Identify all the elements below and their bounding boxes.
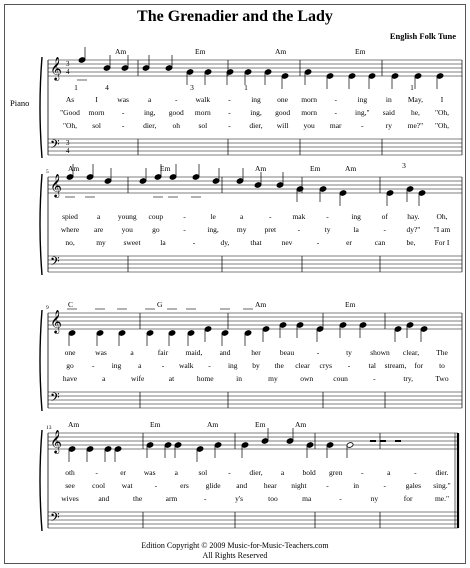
lyric-word: I	[95, 95, 98, 104]
lyric-word: morn	[88, 108, 105, 117]
lyric-word: dy?"	[406, 225, 421, 234]
bass-clef-icon: 𝄢	[50, 139, 60, 155]
lyric-word: Oh,	[436, 212, 448, 221]
lyric-word: the	[274, 361, 284, 370]
lyric-word: walk	[195, 95, 211, 104]
lyric-word: ing,	[207, 225, 219, 234]
lyric-word: May,	[407, 95, 423, 104]
lyric-word: gales	[405, 481, 422, 490]
lyric-word: tal	[368, 361, 376, 370]
lyric-word: home	[196, 374, 214, 383]
lyric-word: sweet	[123, 238, 141, 247]
treble-clef-icon: 𝄞	[50, 431, 62, 453]
lyric-word: wife	[130, 374, 145, 383]
lyric-word: -	[339, 494, 342, 503]
lyric-word: glide	[205, 481, 221, 490]
time-sig-top: 3	[66, 139, 70, 147]
lyric-word: -	[204, 494, 207, 503]
lyric-word: er	[346, 238, 352, 247]
lyric-word: a	[130, 348, 134, 357]
tuplet-mark: 3	[402, 161, 406, 170]
time-sig-top: 3	[66, 60, 70, 68]
lyric-word: For I	[434, 238, 450, 247]
lyric-word: clear	[295, 361, 310, 370]
chord-symbol: Am	[255, 300, 267, 309]
lyric-word: crys	[319, 361, 332, 370]
lyric-word: mar	[329, 121, 342, 130]
lyric-word: sing."	[433, 481, 451, 490]
lyric-word: be,	[406, 238, 416, 247]
lyric-word: you	[121, 225, 133, 234]
fingering-number: 4	[105, 83, 109, 92]
lyric-word: sol	[198, 121, 208, 130]
time-sig-bottom: 4	[66, 68, 70, 76]
lyric-word: ing	[351, 212, 361, 221]
lyric-word: -	[373, 374, 376, 383]
lyric-word: "I am	[433, 225, 451, 234]
lyric-word: dier,	[143, 121, 157, 130]
lyric-word: and	[219, 348, 231, 357]
lyric-word: maid,	[185, 348, 203, 357]
lyric-word: walk	[178, 361, 194, 370]
lyric-word: -	[326, 212, 329, 221]
chord-symbol: Am	[275, 47, 287, 56]
composer-credit: English Folk Tune	[389, 31, 456, 41]
lyric-word: "Oh,	[434, 121, 450, 130]
lyric-word: go	[152, 225, 160, 234]
lyric-word: "Oh,	[62, 121, 78, 130]
chord-symbol: Em	[345, 300, 356, 309]
lyric-word: mak	[292, 212, 306, 221]
instrument-label: Piano	[10, 98, 30, 108]
lyric-word: -	[361, 468, 364, 477]
bass-clef-icon: 𝄢	[50, 392, 60, 408]
lyric-word: coup	[148, 212, 164, 221]
brace	[40, 57, 42, 158]
lyric-word: ty	[324, 225, 331, 234]
lyric-word: -	[228, 121, 231, 130]
lyric-word: where	[60, 225, 80, 234]
lyric-word: ers	[180, 481, 189, 490]
lyric-word: wives	[61, 494, 79, 503]
chord-symbol: Em	[310, 164, 321, 173]
lyric-word: ing	[227, 361, 238, 370]
lyric-word: -	[183, 225, 186, 234]
lyric-word: a	[174, 468, 178, 477]
lyric-word: one	[64, 348, 76, 357]
lyric-word: The	[436, 348, 448, 357]
lyric-word: morn	[194, 108, 211, 117]
lyric-word: -	[154, 481, 158, 490]
lyric-word: la	[160, 238, 166, 247]
treble-clef-icon: 𝄞	[50, 58, 62, 80]
lyric-word: -	[383, 225, 387, 234]
lyric-word: stream,	[384, 361, 407, 370]
lyric-word: ing	[111, 361, 122, 370]
fingering-number: 3	[190, 83, 194, 92]
lyric-word: pret	[264, 225, 277, 234]
lyric-word: too	[268, 494, 278, 503]
lyric-word: try,	[403, 374, 414, 383]
lyric-word: young	[117, 212, 137, 221]
lyric-word: was	[117, 95, 129, 104]
lyric-word: gren	[329, 468, 343, 477]
lyric-word: y's	[235, 494, 244, 503]
lyric-word: sol	[92, 121, 101, 130]
copyright-notice: Edition Copyright © 2009 Music-for-Music-Teachers.com	[141, 541, 329, 550]
lyric-word: -	[347, 361, 351, 370]
lyric-word: I	[440, 95, 444, 104]
lyric-word: are	[94, 225, 104, 234]
lyric-word: shown	[370, 348, 390, 357]
lyric-word: "Good	[60, 108, 80, 117]
fingering-number: 1	[410, 83, 414, 92]
lyric-word: le	[210, 212, 216, 221]
lyric-word: a	[280, 468, 285, 477]
chord-symbol: Am	[295, 420, 307, 429]
lyric-word: -	[228, 468, 231, 477]
lyric-word: a	[138, 361, 142, 370]
lyric-word: see	[65, 481, 75, 490]
lyric-word: that	[250, 238, 262, 247]
lyric-word: no,	[65, 238, 75, 247]
lyric-word: -	[334, 108, 337, 117]
lyric-word: one	[277, 95, 288, 104]
lyric-word: -	[334, 95, 337, 104]
lyric-word: me?"	[407, 121, 424, 130]
lyric-word: a	[148, 95, 152, 104]
lyric-word: in	[353, 481, 360, 490]
chord-symbol: Em	[160, 164, 171, 173]
lyric-word: la	[353, 225, 359, 234]
lyric-word: coun	[333, 374, 348, 383]
fingering-number: 1	[244, 83, 248, 92]
lyric-word: ing	[357, 95, 368, 104]
lyric-word: sol	[198, 468, 208, 477]
lyric-word: ing,	[250, 108, 262, 117]
chord-symbol: Em	[150, 420, 161, 429]
lyric-word: hear	[263, 481, 277, 490]
lyric-word: ing	[251, 95, 261, 104]
lyric-word: beau	[279, 348, 295, 357]
lyric-word: "Oh,	[434, 108, 450, 117]
lyric-word: have	[62, 374, 78, 383]
rest-mark	[380, 440, 386, 442]
chord-symbol: Am	[68, 420, 80, 429]
lyric-word: a	[102, 374, 106, 383]
lyric-word: -	[383, 481, 387, 490]
lyric-word: -	[297, 225, 301, 234]
lyric-word: can	[374, 238, 386, 247]
measure-number: 13	[46, 425, 52, 431]
lyric-word: -	[269, 212, 272, 221]
chord-symbol: C	[68, 300, 74, 309]
lyric-word: -	[316, 238, 320, 247]
lyric-word: -	[161, 361, 165, 370]
lyric-word: a	[387, 468, 391, 477]
lyric-word: me."	[434, 494, 450, 503]
lyric-word: my	[96, 238, 106, 247]
lyric-word: -	[326, 481, 329, 490]
lyric-word: in	[236, 374, 243, 383]
lyric-word: you	[303, 121, 315, 130]
lyric-word: hay.	[407, 212, 420, 221]
lyric-word: a	[240, 212, 244, 221]
lyric-word: nev	[281, 238, 293, 247]
lyric-word: bold	[302, 468, 316, 477]
lyric-word: and	[236, 481, 248, 490]
lyric-word: by	[252, 361, 260, 370]
chord-symbol: Em	[355, 47, 366, 56]
lyric-word: er	[120, 468, 127, 477]
lyric-word: at	[168, 374, 175, 383]
lyric-word: her	[251, 348, 261, 357]
lyric-word: -	[228, 108, 231, 117]
chord-symbol: Am	[207, 420, 219, 429]
song-title: The Grenadier and the Lady	[137, 8, 333, 25]
lyric-word: of	[381, 212, 388, 221]
bass-clef-icon: 𝄢	[50, 256, 60, 272]
lyric-word: good	[275, 108, 291, 117]
lyric-word: ry	[385, 121, 392, 130]
lyric-word: was	[95, 348, 107, 357]
lyric-word: clear,	[402, 348, 420, 357]
treble-clef-icon: 𝄞	[50, 175, 62, 197]
lyric-word: -	[183, 212, 186, 221]
lyric-word: -	[121, 108, 125, 117]
lyric-word: my	[236, 225, 247, 234]
lyric-word: a	[96, 212, 101, 221]
lyric-word: and	[98, 494, 110, 503]
lyric-word: Two	[435, 374, 449, 383]
rights-notice: All Rights Reserved	[202, 551, 268, 560]
lyric-word: -	[414, 468, 417, 477]
lyric-word: spied	[62, 212, 78, 221]
chord-symbol: Am	[115, 47, 127, 56]
lyric-word: good	[168, 108, 184, 117]
lyric-word: fair	[157, 348, 169, 357]
lyric-word: dier,	[249, 121, 263, 130]
brace	[40, 430, 42, 531]
lyric-word: oth	[65, 468, 75, 477]
lyric-word: arm	[165, 494, 178, 503]
lyric-word: ty	[346, 348, 352, 357]
lyric-word: -	[95, 468, 98, 477]
time-sig-bottom: 4	[66, 147, 70, 155]
lyric-word: said	[382, 108, 395, 117]
lyric-word: -	[208, 361, 211, 370]
lyric-word: my	[268, 374, 278, 383]
lyric-word: dier,	[249, 468, 263, 477]
lyric-word: dier.	[435, 468, 449, 477]
lyric-word: ing,	[143, 108, 156, 117]
brace	[40, 174, 42, 275]
rest-mark	[370, 440, 376, 442]
chord-symbol: Em	[195, 47, 206, 56]
lyric-word: morn	[301, 108, 318, 117]
lyric-word: ny	[370, 494, 379, 503]
lyric-word: for	[403, 494, 413, 503]
lyric-word: own	[300, 374, 314, 383]
lyric-word: the	[133, 494, 143, 503]
chord-symbol: G	[157, 300, 163, 309]
chord-symbol: Am	[255, 164, 267, 173]
lyric-word: morn	[301, 95, 318, 104]
lyric-word: -	[192, 238, 196, 247]
lyric-word: -	[228, 95, 231, 104]
chord-symbol: Am	[345, 164, 357, 173]
bass-clef-icon: 𝄢	[50, 512, 60, 528]
lyric-word: go	[66, 361, 74, 370]
lyric-word: to	[439, 361, 445, 370]
lyric-word: ing,"	[355, 108, 370, 117]
lyric-word: oh	[172, 121, 181, 130]
rest-mark	[395, 440, 401, 442]
lyric-word: cool	[92, 481, 106, 490]
lyric-word: -	[92, 361, 95, 370]
lyric-word: ma	[302, 494, 312, 503]
lyric-word: wat	[121, 481, 133, 490]
measure-number: 5	[46, 169, 49, 175]
treble-clef-icon: 𝄞	[50, 311, 62, 333]
lyric-word: As	[65, 95, 75, 104]
brace	[40, 310, 42, 411]
lyric-word: -	[121, 121, 125, 130]
measure-number: 9	[46, 305, 49, 311]
lyric-word: for	[414, 361, 424, 370]
lyric-word: night	[291, 481, 307, 490]
lyric-word: in	[385, 95, 392, 104]
lyric-word: -	[316, 348, 320, 357]
lyric-word: he,	[410, 108, 420, 117]
lyric-word: dy,	[220, 238, 230, 247]
lyric-word: was	[143, 468, 156, 477]
lyric-word: will	[276, 121, 289, 130]
chord-symbol: Am	[68, 164, 80, 173]
fingering-number: 1	[74, 83, 78, 92]
lyric-word: -	[175, 95, 178, 104]
lyric-word: -	[361, 121, 364, 130]
chord-symbol: Em	[255, 420, 266, 429]
